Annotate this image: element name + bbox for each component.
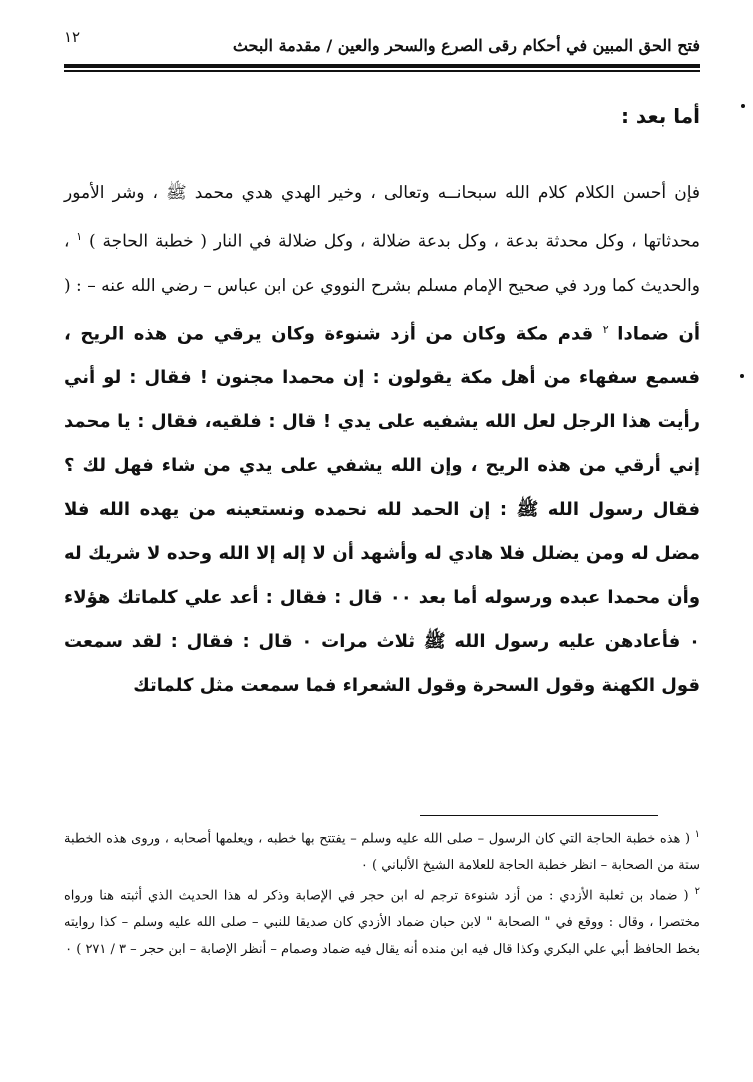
main-text — [64, 100, 700, 708]
footnote-text: ( ضماد بن ثعلبة الأزدي : من أزد شنوءة ترجم له ابن حجر في الإصابة وذكر له هذا الحديث الذي أثبته هنا ورواه مختصرا ، وقال : ووقع في " الصحابة " لابن حبان ضماد الأزدي كان صديقا للنبي – صلى الله عليه وسلم – كذا روايته بخط الحافظ أبي علي البكري وكذا قال فيه ابن منده أنه يقال فيه ضماد وصمام – أنظر الإصابة – ابن حجر – ٣ / ٢٧١ ) ٠ — [64, 888, 700, 957]
intro-text-continued: ، والحديث كما ورد في صحيح الإمام مسلم بشرح النووي عن ابن عباس – رضي الله عنه – : ( — [64, 231, 700, 296]
footnote-marker: ٢ — [694, 886, 700, 898]
footnote-ref-1[interactable]: ١ — [76, 230, 83, 243]
hadith-opening: أن ضمادا — [617, 323, 700, 345]
footnotes — [64, 822, 700, 963]
header-rule-thin — [64, 70, 700, 72]
page-header — [64, 28, 700, 62]
running-title: فتح الحق المبين في أحكام رقى الصرع والسحر والعين / مقدمة البحث — [232, 36, 700, 55]
footnote-1 — [64, 822, 700, 879]
margin-dot — [740, 374, 744, 378]
footnote-text: ( هذه خطبة الحاجة التي كان الرسول – صلى الله عليه وسلم – يفتتح بها خطبه ، ويعلمها أصحابه ، وروى هذه الخطبة ستة من الصحابة – انظر خطبة الحاجة للعلامة الشيخ الألباني ) ٠ — [64, 831, 700, 873]
header-rule-thick — [64, 64, 700, 68]
body-paragraph — [64, 172, 700, 708]
footnote-2 — [64, 879, 700, 963]
margin-dot — [741, 104, 745, 108]
page-number: ١٢ — [64, 28, 81, 46]
intro-text: فإن أحسن الكلام كلام الله سبحانــه وتعالى ، وخير الهدي هدي محمد ﷺ ، وشر الأمور محدثاتها ، وكل محدثة بدعة ، وكل بدعة ضلالة ، وكل ضلالة في النار ( خطبة الحاجة ) — [64, 183, 701, 252]
section-heading: أما بعد : — [620, 104, 700, 128]
footnote-separator — [420, 815, 658, 816]
footnote-marker: ١ — [694, 829, 700, 840]
hadith-text: قدم مكة وكان من أزد شنوءة وكان يرقي من هذه الريح ، فسمع سفهاء من أهل مكة يقولون : إن محمدا مجنون ! فقال : لو أني رأيت هذا الرجل لعل الله يشفيه على يدي ! قال : فلقيه، فقال : يا محمد إني أرقي من هذه الريح ، وإن الله يشفي على يدي من شاء فهل لك ؟ فقال رسول الله ﷺ : إن الحمد لله نحمده ونستعينه من يهده الله فلا مضل له ومن يضلل فلا هادي له وأشهد أن لا إله إلا الله وحده لا شريك له وأن محمدا عبده ورسوله أما بعد ٠٠ قال : فقال : أعد علي كلماتك هؤلاء ٠ فأعادهن عليه رسول الله ﷺ ثلاث مرات ٠ قال : فقال : لقد سمعت قول الكهنة وقول السحرة وقول الشعراء فما سمعت مثل كلماتك — [64, 323, 701, 697]
footnote-ref-2[interactable]: ٢ — [602, 322, 609, 336]
